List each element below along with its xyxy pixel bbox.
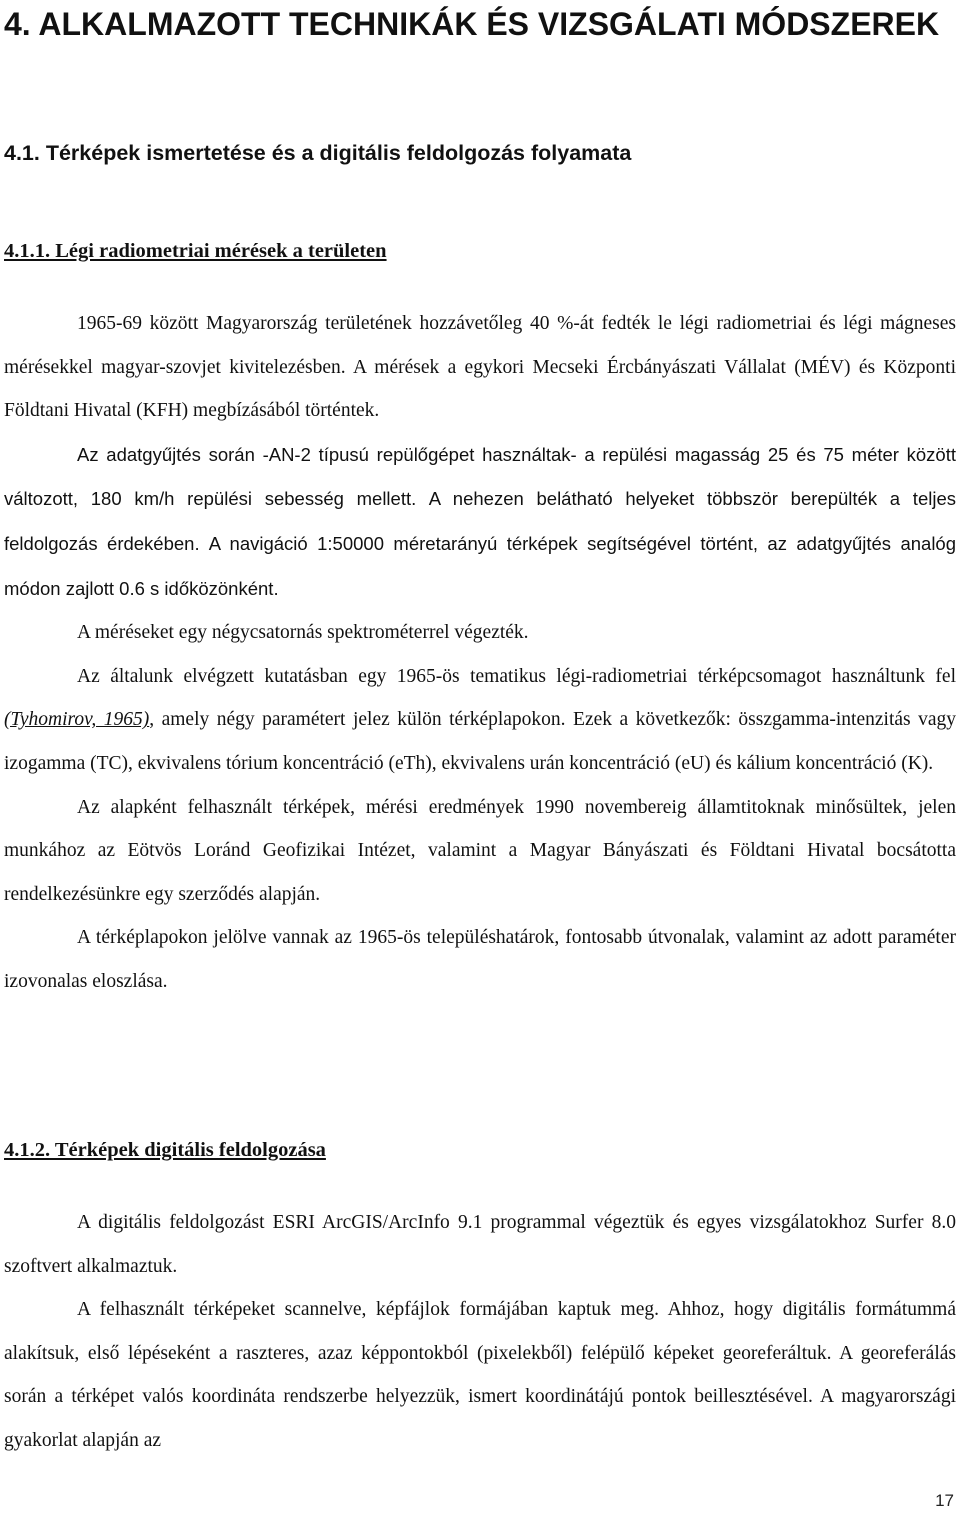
paragraph-text: A mérések a egykori Mecseki Ércbányászati Vállalat (MÉV) és Központi Földtani Hivatal (KFH) megbízásából történtek. bbox=[4, 356, 956, 422]
subsection-4-1-1-body bbox=[4, 302, 956, 1004]
subsection-title-4-1-2: 4.1.2. Térképek digitális feldolgozása bbox=[4, 1139, 326, 1161]
paragraph-text: A nehezen belátható helyeket többször berepülték a teljes feldolgozás érdekében. bbox=[4, 488, 957, 554]
paragraph-text: A navigáció 1:50000 méretarányú térképek segítségével történt, az adatgyűjtés analóg módon zajlott 0.6 s időközönként. bbox=[4, 532, 957, 599]
paragraph bbox=[4, 611, 956, 655]
subsection-4-1-2-body bbox=[4, 1201, 956, 1463]
paragraph-text: Az általunk elvégzett kutatásban egy 1965-ös tematikus légi-radiometriai térképcsomagot használtunk fel bbox=[77, 665, 956, 687]
paragraph bbox=[4, 433, 956, 611]
paragraph bbox=[4, 1288, 956, 1462]
paragraph-text: Az adatgyűjtés során -AN-2 típusú repülőgépet használtak- a repülési magasság 25 és 75 méter között változott, 180 km/h repülési sebesség mellett. bbox=[4, 443, 956, 510]
chapter-title: 4. ALKALMAZOTT TECHNIKÁK ÉS VIZSGÁLATI MÓDSZEREK bbox=[4, 6, 940, 42]
paragraph bbox=[4, 916, 956, 1003]
section-title: 4.1. Térképek ismertetése és a digitális feldolgozás folyamata bbox=[4, 141, 632, 165]
paragraph bbox=[4, 786, 956, 917]
paragraph-text: A térképlapokon jelölve vannak az 1965-ös településhatárok, fontosabb útvonalak, valamint az adott paraméter izovonalas eloszlása. bbox=[4, 927, 956, 992]
paragraph bbox=[4, 1201, 956, 1288]
paragraph-text: 1965-69 között Magyarország területének hozzávetőleg 40 %-át fedték le légi radiometriai és légi mágneses mérésekkel magyar-szovjet kivitelezésben. bbox=[4, 313, 956, 378]
paragraph bbox=[4, 302, 956, 433]
paragraph bbox=[4, 655, 956, 786]
paragraph-text: A magyarországi gyakorlat alapján az bbox=[4, 1386, 956, 1451]
paragraph-text: A méréseket egy négycsatornás spektrométerrel végezték. bbox=[77, 622, 529, 644]
paragraph-text: Ahhoz, hogy digitális formátummá alakítsuk, első lépéseként a raszteres, azaz képpontokból (pixelekből) felépülő képeket georeferáltuk. bbox=[4, 1299, 956, 1364]
paragraph-text: , amely négy paramétert jelez külön térképlapokon. bbox=[149, 709, 566, 731]
paragraph-text: A digitális feldolgozást ESRI ArcGIS/ArcInfo 9.1 programmal végeztük és egyes vizsgálatokhoz Surfer 8.0 szoftvert alkalmaztuk. bbox=[4, 1212, 956, 1277]
citation: (Tyhomirov, 1965) bbox=[4, 709, 150, 731]
paragraph-text: A felhasznált térképeket scannelve, képfájlok formájában kaptuk meg. bbox=[77, 1299, 659, 1321]
subsection-title-4-1-1: 4.1.1. Légi radiometriai mérések a területen bbox=[4, 240, 387, 262]
paragraph-text: Az alapként felhasznált térképek, mérési eredmények 1990 novembereig államtitoknak minősültek, jelen munkához az Eötvös Loránd Geofizikai Intézet, valamint a Magyar Bányászati és Földtani Hivatal bocsátotta rendelkezésünkre egy szerződés alapján. bbox=[4, 796, 956, 905]
paragraph-text: A georeferálás során a térképet valós koordináta rendszerbe helyezzük, ismert koordinátájú pontok beillesztésével. bbox=[4, 1342, 956, 1408]
paragraph-text: Ezek a következők: összgamma-intenzitás vagy izogamma (TC), ekvivalens tórium koncentráció (eTh), ekvivalens urán koncentráció (eU) és kálium koncentráció (K). bbox=[4, 709, 957, 774]
page-number: 17 bbox=[935, 1491, 954, 1510]
